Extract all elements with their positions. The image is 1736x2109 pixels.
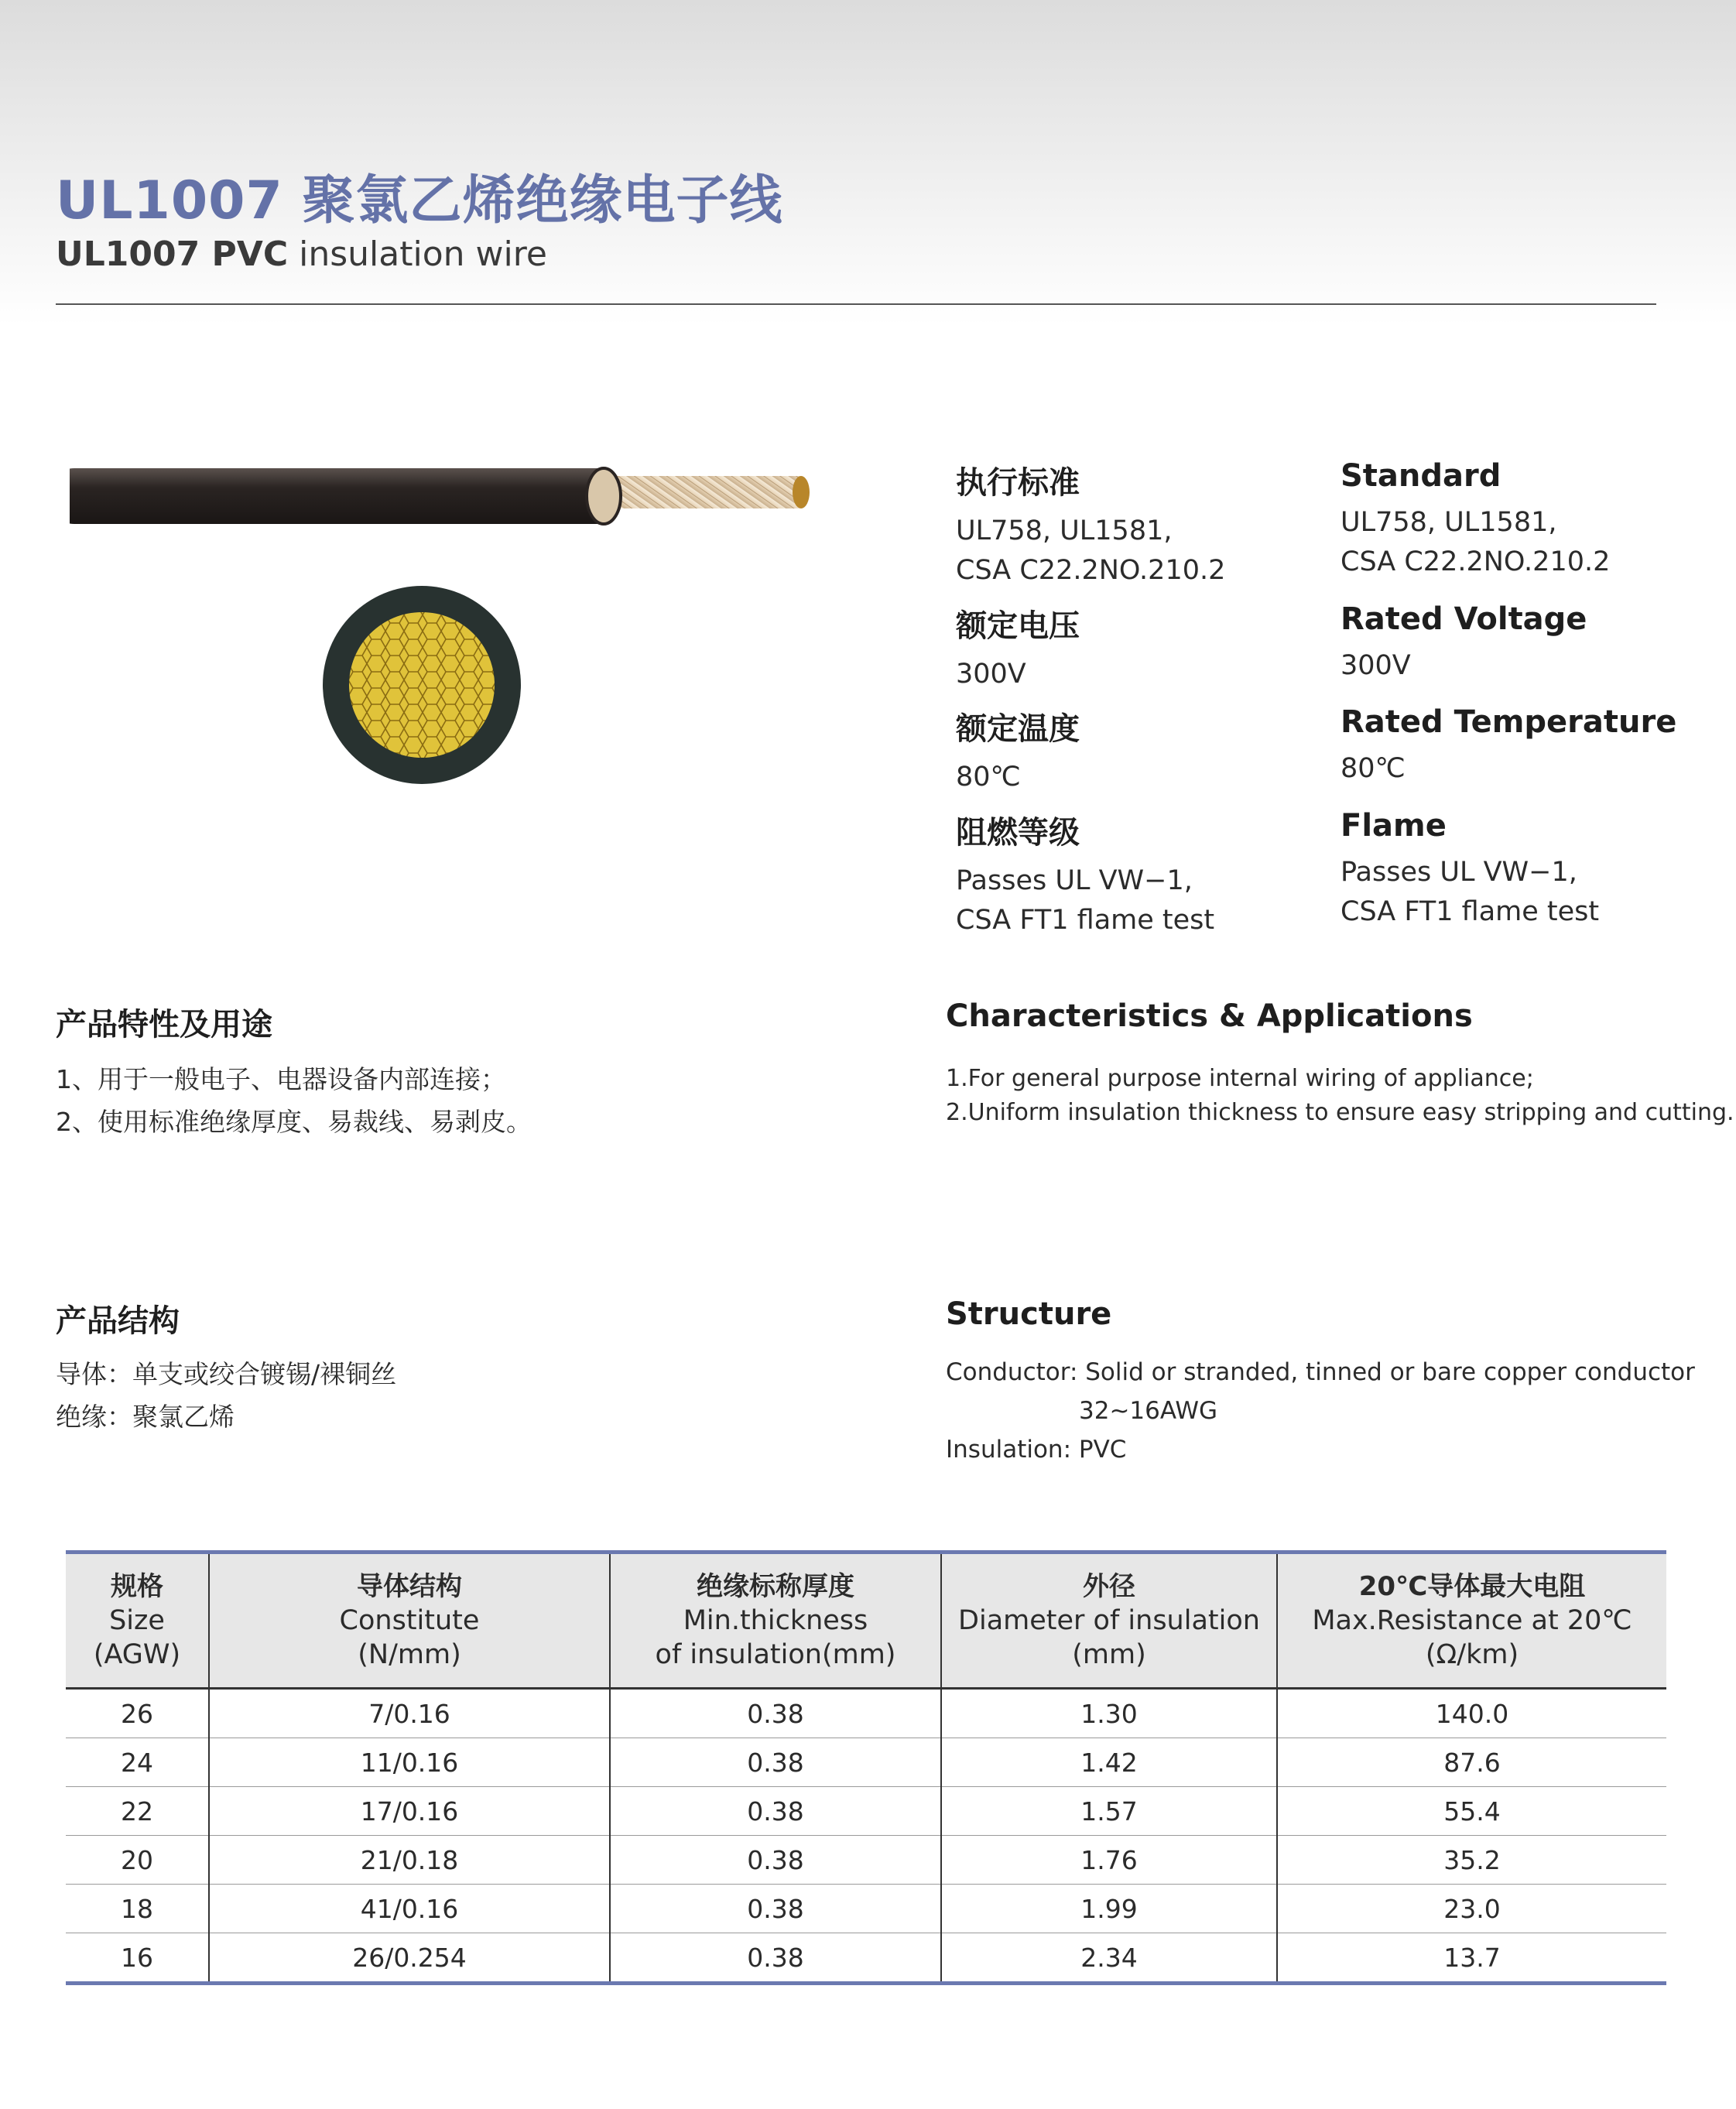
table-row [66,1787,1666,1836]
table-row [66,1689,1666,1738]
page-title-cn: UL1007 聚氯乙烯绝缘电子线 [56,170,783,231]
col-header-en: Max.Resistance at 20℃ [1312,1605,1632,1636]
table-row [66,1738,1666,1787]
table-bottom-rule [66,1981,1666,1985]
structure-list-cn [56,1353,396,1438]
specs-en-column [1341,458,1610,582]
spec-table [66,1550,1666,1985]
col-header-en: Diameter of insulation [958,1605,1260,1636]
spec-value-flame-en-line2: CSA FT1 flame test [1341,896,1600,927]
col-header-en: (N/mm) [358,1639,461,1670]
col-header-en: (Ω/km) [1425,1639,1519,1670]
table-cell: 23.0 [1277,1885,1666,1933]
spec-flame-en [1341,808,1599,932]
spec-value-voltage-en: 300V [1341,650,1411,681]
cable-illustration [70,460,813,793]
table-cell: 0.38 [610,1836,941,1885]
spec-value-standard-line1: UL758, UL1581, [956,515,1173,546]
spec-value-standard-en-line1: UL758, UL1581, [1341,507,1557,538]
structure-item-cn: 绝缘：聚氯乙烯 [56,1402,235,1432]
table-cell: 1.76 [941,1836,1277,1885]
col-header-diameter [941,1554,1277,1689]
table-row [66,1885,1666,1933]
table-cell: 1.57 [941,1787,1277,1836]
table-cell: 0.38 [610,1933,941,1982]
table-row [66,1933,1666,1982]
characteristics-list-cn [56,1058,532,1143]
spec-temperature-cn [956,704,1080,797]
col-header-en: (mm) [1072,1639,1146,1670]
table-cell: 20 [66,1836,209,1885]
col-header-en: Constitute [339,1605,480,1636]
structure-conductor: Conductor: Solid or stranded, tinned or bare copper conductor [946,1358,1695,1386]
table-cell: 21/0.18 [209,1836,610,1885]
characteristics-heading-cn: 产品特性及用途 [56,1007,272,1043]
table-cell: 1.42 [941,1738,1277,1787]
table-cell: 1.30 [941,1689,1277,1738]
table-cell: 0.38 [610,1738,941,1787]
col-header-size [66,1554,209,1689]
wire-cross-section [323,586,521,784]
table-cell: 26/0.254 [209,1933,610,1982]
col-header-en: of insulation(mm) [655,1639,896,1670]
table-cell: 1.99 [941,1885,1277,1933]
title-divider [56,303,1656,305]
table-cell: 13.7 [1277,1933,1666,1982]
table-cell: 2.34 [941,1933,1277,1982]
page-title-en [56,235,547,274]
col-header-en: Min.thickness [683,1605,868,1636]
title-en-bold: UL1007 PVC [56,235,289,274]
col-header-constitute [209,1554,610,1689]
spec-voltage-cn [956,601,1080,694]
characteristics-item-cn: 2、使用标准绝缘厚度、易裁线、易剥皮。 [56,1107,532,1137]
spec-label-voltage-en: Rated Voltage [1341,601,1587,637]
spec-label-temperature-cn: 额定温度 [956,711,1080,747]
spec-voltage-en [1341,601,1587,686]
col-header-resistance [1277,1554,1666,1689]
table-cell: 140.0 [1277,1689,1666,1738]
table-cell: 16 [66,1933,209,1982]
table-header-row [66,1554,1666,1689]
spec-flame-cn [956,808,1214,940]
spec-label-flame-cn: 阻燃等级 [956,815,1080,851]
structure-item-cn: 导体：单支或绞合镀锡/裸铜丝 [56,1359,397,1389]
characteristics-heading-en: Characteristics & Applications [946,998,1473,1034]
table-cell: 18 [66,1885,209,1933]
characteristics-item-cn: 1、用于一般电子、电器设备内部连接； [56,1064,506,1094]
table-cell: 35.2 [1277,1836,1666,1885]
spec-value-temperature-en: 80℃ [1341,753,1406,784]
specs-cn-column [956,458,1225,591]
spec-value-flame-en-line1: Passes UL VW−1, [1341,857,1577,888]
table-cell: 0.38 [610,1787,941,1836]
spec-value-voltage: 300V [956,659,1026,690]
spec-label-standard-cn: 执行标准 [956,465,1080,501]
structure-heading-cn: 产品结构 [56,1303,180,1339]
spec-temperature-en [1341,704,1676,789]
characteristics-item-en: 2.Uniform insulation thickness to ensure easy stripping and cutting. [946,1099,1734,1126]
table-cell: 7/0.16 [209,1689,610,1738]
table-cell: 0.38 [610,1689,941,1738]
spec-value-standard-line2: CSA C22.2NO.210.2 [956,555,1226,586]
table-cell: 0.38 [610,1885,941,1933]
table-cell: 24 [66,1738,209,1787]
structure-list-en [946,1353,1695,1469]
spec-value-standard-en-line2: CSA C22.2NO.210.2 [1341,546,1611,577]
table-cell: 55.4 [1277,1787,1666,1836]
characteristics-list-en [946,1062,1734,1130]
spec-value-temperature: 80℃ [956,762,1021,793]
spec-label-flame-en: Flame [1341,808,1447,844]
wire-side-view [70,468,810,524]
spec-label-voltage-cn: 额定电压 [956,608,1080,644]
col-header-cn: 20℃导体最大电阻 [1358,1571,1586,1602]
col-header-cn: 外径 [1083,1571,1135,1602]
characteristics-item-en: 1.For general purpose internal wiring of appliance; [946,1065,1534,1092]
spec-value-flame-line1: Passes UL VW−1, [956,865,1193,896]
spec-label-temperature-en: Rated Temperature [1341,704,1677,740]
col-header-thickness [610,1554,941,1689]
spec-label-standard-en: Standard [1341,458,1501,494]
structure-heading-en: Structure [946,1296,1112,1332]
structure-conductor-range: 32~16AWG [1079,1397,1218,1425]
col-header-cn: 规格 [111,1571,163,1602]
table-cell: 17/0.16 [209,1787,610,1836]
table-row [66,1836,1666,1885]
table-cell: 87.6 [1277,1738,1666,1787]
table-cell: 41/0.16 [209,1885,610,1933]
col-header-en: (AGW) [93,1639,181,1670]
table-cell: 22 [66,1787,209,1836]
structure-insulation: Insulation: PVC [946,1436,1127,1464]
spec-value-flame-line2: CSA FT1 flame test [956,905,1215,936]
spec-table-grid [66,1554,1666,1981]
table-cell: 11/0.16 [209,1738,610,1787]
title-en-rest: insulation wire [288,235,547,274]
col-header-en: Size [109,1605,165,1636]
col-header-cn: 绝缘标称厚度 [697,1571,854,1602]
table-cell: 26 [121,1698,153,1729]
col-header-cn: 导体结构 [357,1571,462,1602]
